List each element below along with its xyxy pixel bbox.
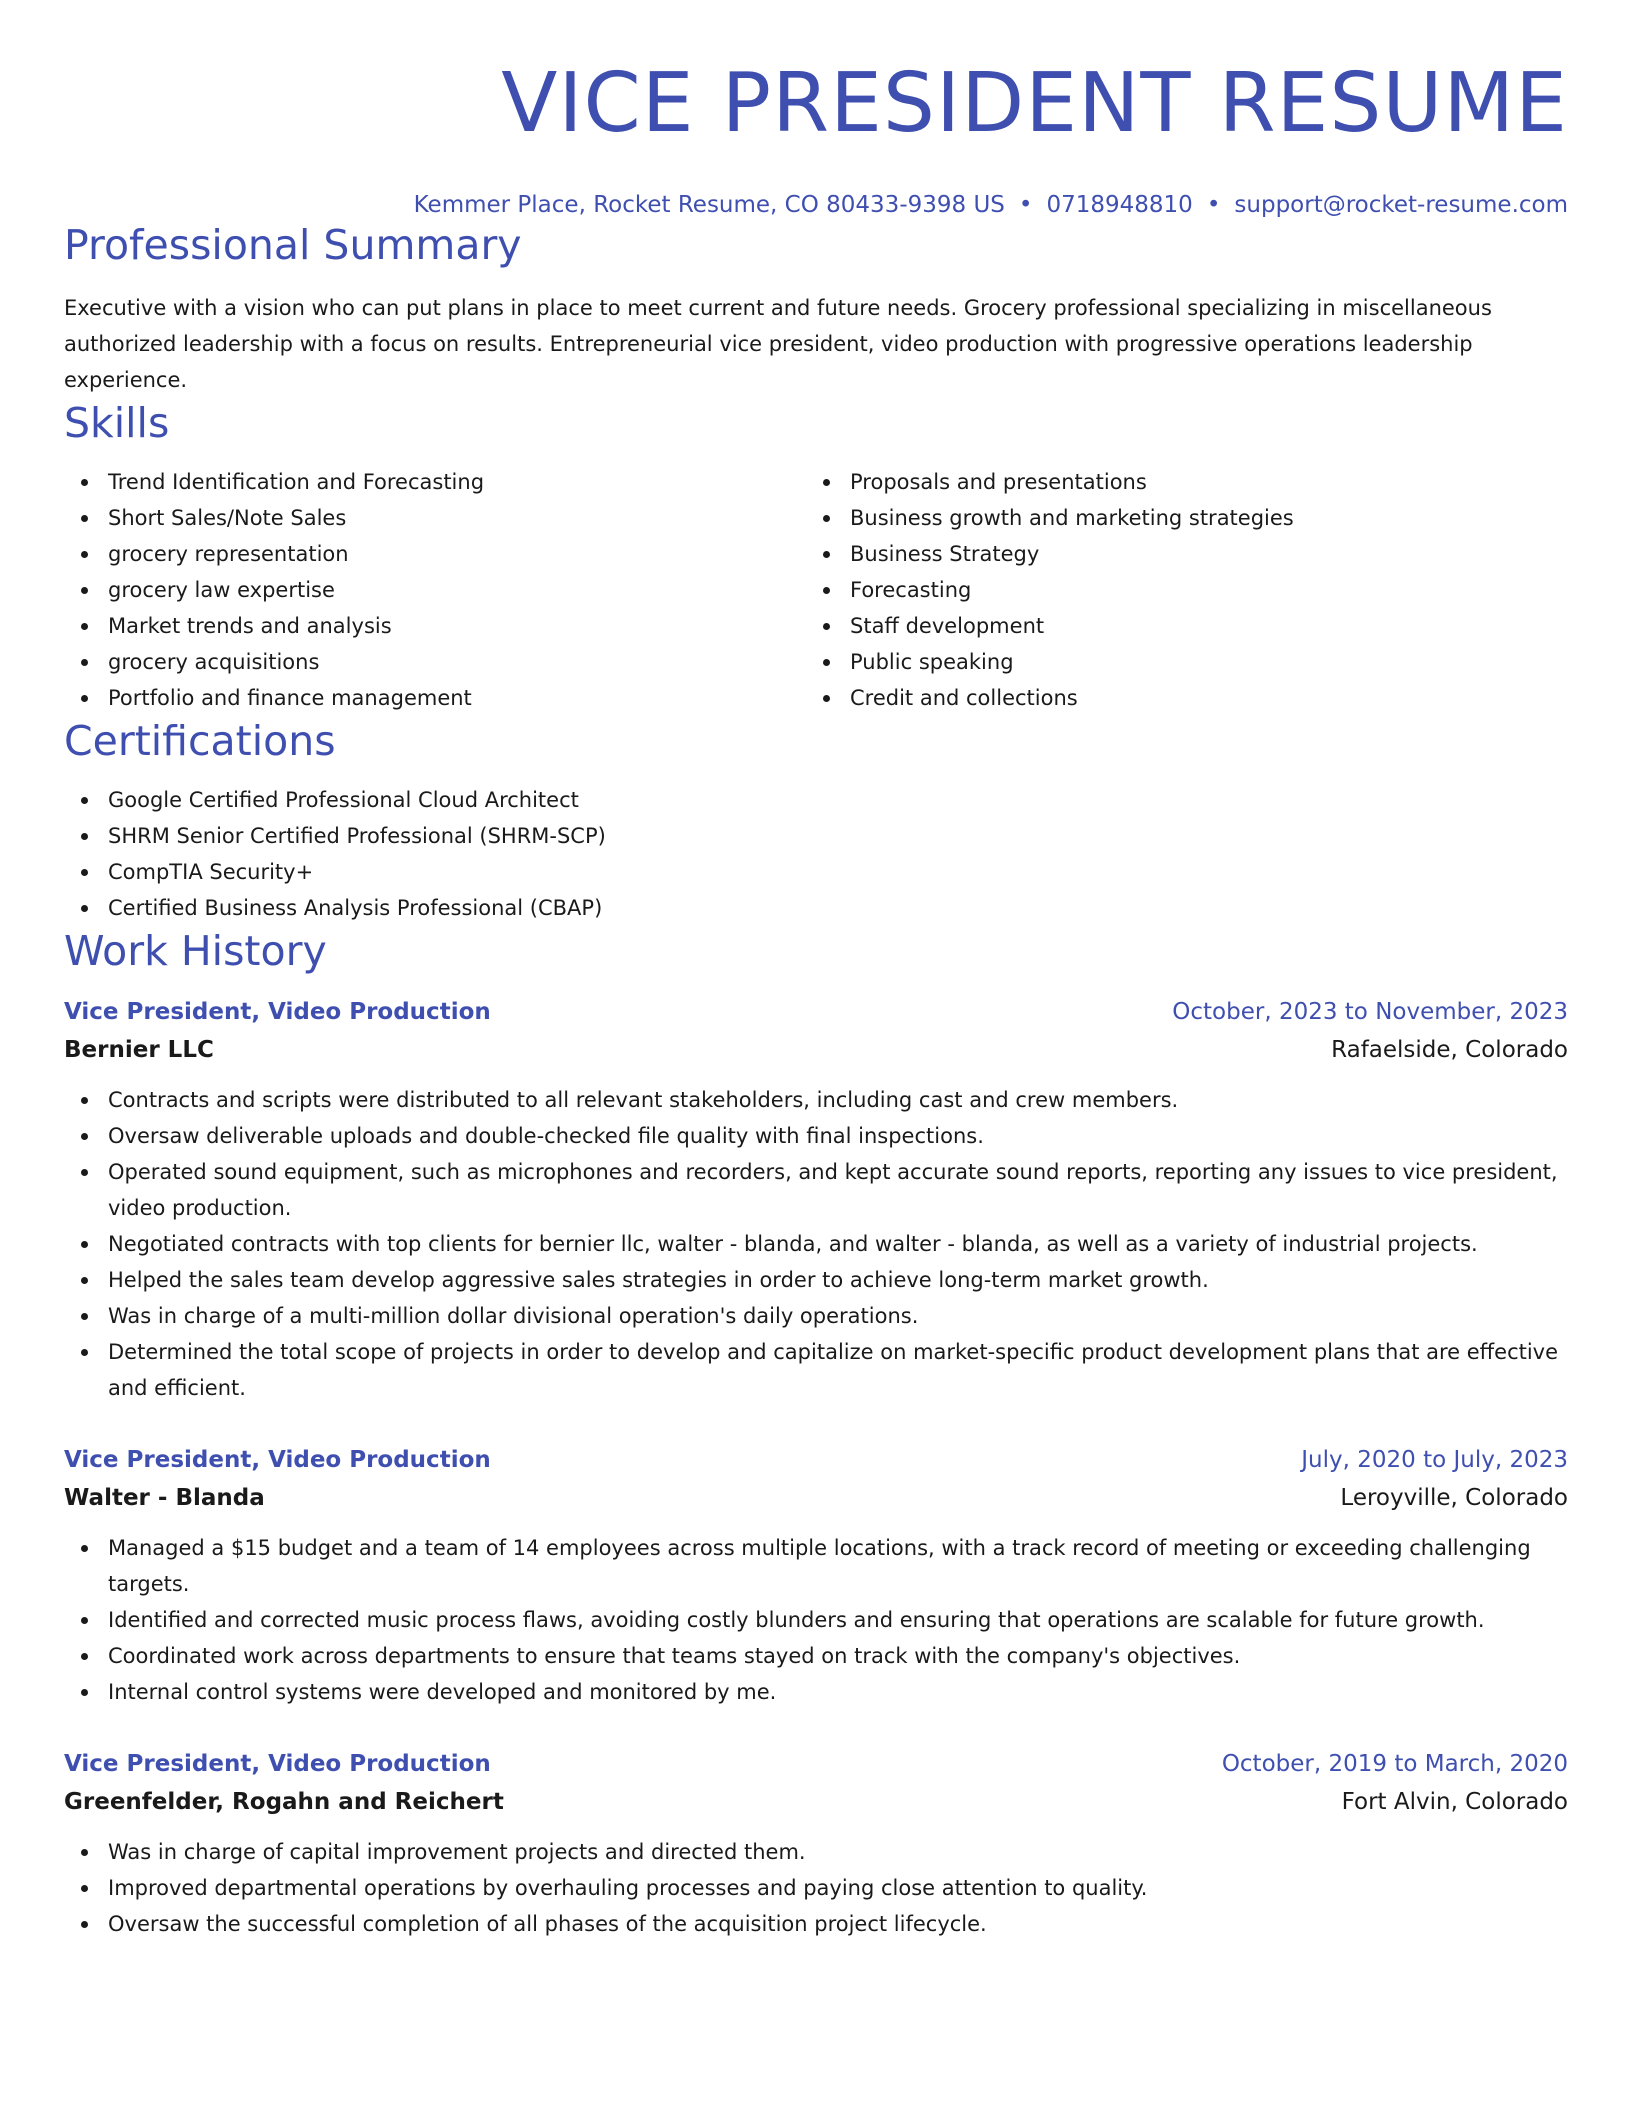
job-dates: October, 2019 to March, 2020 xyxy=(1221,1751,1568,1777)
job-bullet: Helped the sales team develop aggressive sales strategies in order to achieve long-term market growth. xyxy=(64,1262,1568,1298)
skills-section xyxy=(64,398,1568,716)
job-bullets xyxy=(64,1082,1568,1406)
job-dates: July, 2020 to July, 2023 xyxy=(1301,1447,1568,1473)
job-bullets xyxy=(64,1834,1568,1942)
job-bullet: Internal control systems were developed and monitored by me. xyxy=(64,1674,1568,1710)
job-bullet: Determined the total scope of projects in order to develop and capitalize on market-specific product development plans that are effective and efficient. xyxy=(64,1334,1568,1406)
certification-item: CompTIA Security+ xyxy=(64,854,1568,890)
certification-item: SHRM Senior Certified Professional (SHRM-SCP) xyxy=(64,818,1568,854)
job-bullet: Oversaw deliverable uploads and double-checked file quality with final inspections. xyxy=(64,1118,1568,1154)
skill-item: Credit and collections xyxy=(806,680,1548,716)
summary-heading: Professional Summary xyxy=(64,221,522,269)
skill-item: Proposals and presentations xyxy=(806,464,1548,500)
job-bullet: Negotiated contracts with top clients for bernier llc, walter - blanda, and walter - blanda, as well as a variety of industrial projects. xyxy=(64,1226,1568,1262)
contact-line xyxy=(64,190,1568,220)
certification-item: Google Certified Professional Cloud Architect xyxy=(64,782,1568,818)
job-bullet: Oversaw the successful completion of all phases of the acquisition project lifecycle. xyxy=(64,1906,1568,1942)
job-title-row xyxy=(64,1746,1568,1782)
job-location: Fort Alvin, Colorado xyxy=(1341,1789,1568,1815)
skill-item: Trend Identification and Forecasting xyxy=(64,464,806,500)
certifications-heading: Certifications xyxy=(64,717,336,765)
job-dates: October, 2023 to November, 2023 xyxy=(1172,999,1568,1025)
job-bullet: Improved departmental operations by overhauling processes and paying close attention to quality. xyxy=(64,1870,1568,1906)
job-title: Vice President, Video Production xyxy=(64,1751,491,1777)
skills-list-left xyxy=(64,464,806,716)
skill-item: Market trends and analysis xyxy=(64,608,806,644)
job-bullet: Operated sound equipment, such as microphones and recorders, and kept accurate sound reports, reporting any issues to vice president, video production. xyxy=(64,1154,1568,1226)
job-company-row xyxy=(64,1030,1568,1070)
resume-title: VICE PRESIDENT RESUME xyxy=(501,56,1568,151)
summary-text: Executive with a vision who can put plans in place to meet current and future needs. Grocery professional specializing in miscellaneous authorized leadership with a focus on results. Entrepreneurial vice president, video production with progressive operations leadership experience. xyxy=(64,296,1492,392)
skill-item: Business growth and marketing strategies xyxy=(806,500,1548,536)
job-title: Vice President, Video Production xyxy=(64,999,491,1025)
skill-item: Short Sales/Note Sales xyxy=(64,500,806,536)
skill-item: grocery law expertise xyxy=(64,572,806,608)
certification-item: Certified Business Analysis Professional (CBAP) xyxy=(64,890,1568,926)
job-location: Leroyville, Colorado xyxy=(1340,1485,1568,1511)
job-company: Greenfelder, Rogahn and Reichert xyxy=(64,1789,504,1815)
work-history-heading: Work History xyxy=(64,927,327,975)
job-company-row xyxy=(64,1782,1568,1822)
job-bullets xyxy=(64,1530,1568,1710)
job-title: Vice President, Video Production xyxy=(64,1447,491,1473)
job-bullet: Identified and corrected music process flaws, avoiding costly blunders and ensuring that operations are scalable for future growth. xyxy=(64,1602,1568,1638)
skill-item: Public speaking xyxy=(806,644,1548,680)
job-title-row xyxy=(64,1442,1568,1478)
contact-email[interactable]: support@rocket-resume.com xyxy=(1234,192,1568,218)
job-entry xyxy=(64,994,1568,1406)
contact-separator: • xyxy=(1018,192,1033,218)
job-title-row xyxy=(64,994,1568,1030)
job-company: Walter - Blanda xyxy=(64,1485,265,1511)
contact-separator: • xyxy=(1206,192,1221,218)
job-entry xyxy=(64,1442,1568,1710)
job-bullet: Coordinated work across departments to ensure that teams stayed on track with the company's objectives. xyxy=(64,1638,1568,1674)
job-entry xyxy=(64,1746,1568,1942)
contact-address: Kemmer Place, Rocket Resume, CO 80433-9398 US xyxy=(413,192,1005,218)
job-bullet: Was in charge of capital improvement projects and directed them. xyxy=(64,1834,1568,1870)
skill-item: Forecasting xyxy=(806,572,1548,608)
skill-item: grocery representation xyxy=(64,536,806,572)
contact-phone: 0718948810 xyxy=(1046,192,1193,218)
resume-header xyxy=(64,58,1568,220)
summary-section xyxy=(64,220,1568,398)
skills-list-right xyxy=(806,464,1548,716)
job-company: Bernier LLC xyxy=(64,1037,214,1063)
job-location: Rafaelside, Colorado xyxy=(1331,1037,1568,1063)
work-history-section xyxy=(64,926,1568,1942)
job-bullet: Managed a $15 budget and a team of 14 employees across multiple locations, with a track record of meeting or exceeding challenging targets. xyxy=(64,1530,1568,1602)
certifications-section xyxy=(64,716,1568,926)
skill-item: Portfolio and finance management xyxy=(64,680,806,716)
skill-item: grocery acquisitions xyxy=(64,644,806,680)
skill-item: Staff development xyxy=(806,608,1548,644)
job-company-row xyxy=(64,1478,1568,1518)
skills-columns xyxy=(64,464,1568,716)
skills-heading: Skills xyxy=(64,399,170,447)
job-bullet: Contracts and scripts were distributed to all relevant stakeholders, including cast and crew members. xyxy=(64,1082,1568,1118)
job-bullet: Was in charge of a multi-million dollar divisional operation's daily operations. xyxy=(64,1298,1568,1334)
skill-item: Business Strategy xyxy=(806,536,1548,572)
certifications-list xyxy=(64,782,1568,926)
